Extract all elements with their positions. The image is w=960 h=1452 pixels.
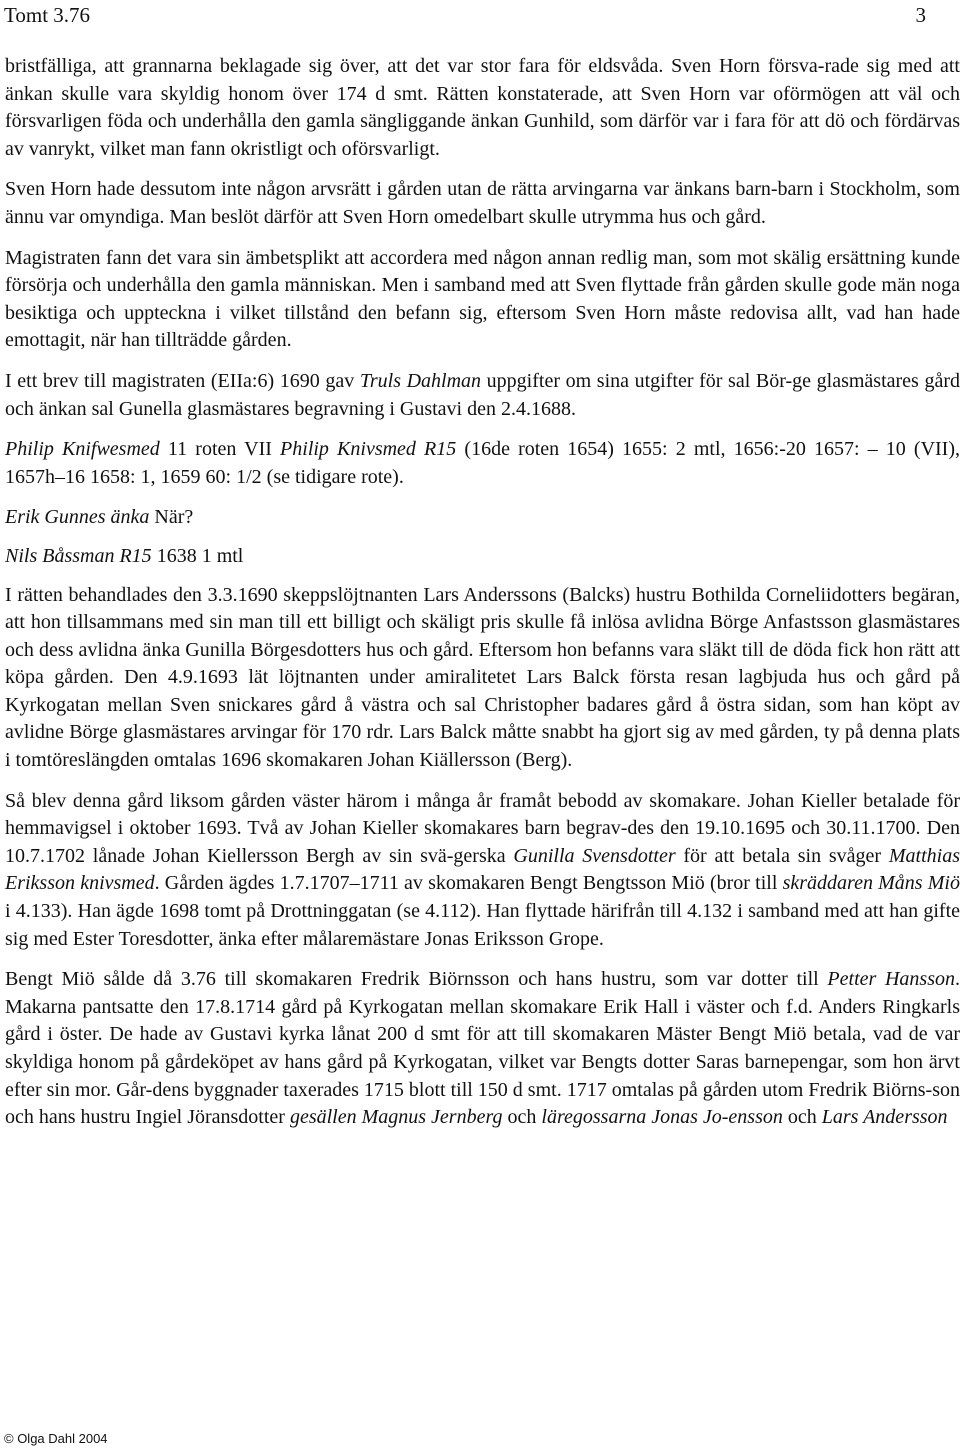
- italic-name-text: Philip Knivsmed R15: [280, 438, 457, 461]
- paragraph-text: 1638 1 mtl: [151, 544, 244, 567]
- italic-name-text: Philip Knifwesmed: [5, 438, 160, 461]
- paragraph-text: . Makarna pantsatte den 17.8.1714 gård på Kyrkogatan mellan skomakare Erik Hall i väster och f.d. Anders Ringkarls gård i öster. De hade av Gustavi kyrka lånat 200 d smt för att till skomakaren Mäster Bengt Miö betala, vad de var skyldiga honom på gårdeköpet av hans gård på Kyrkogatan, vilket var Bengts dotter Saras barnepengar, som hon ärvt efter sin mor. Går-dens byggnader taxerades 1715 blott till 150 d smt. 1717 omtalas på gården utom Fredrik Biörns-son och hans hustru Ingiel Jöransdotter: [5, 968, 960, 1129]
- paragraph: [5, 504, 960, 532]
- paragraph: [5, 582, 960, 775]
- italic-name-text: Erik Gunnes änka: [5, 506, 150, 529]
- copyright-footer: © Olga Dahl 2004: [4, 1431, 108, 1446]
- italic-name-text: läregossarna Jonas Jo-ensson: [541, 1106, 783, 1129]
- paragraph-text: och: [502, 1106, 542, 1129]
- paragraph: [5, 53, 960, 163]
- paragraph: [5, 245, 960, 355]
- page-number: 3: [915, 3, 926, 27]
- paragraph-text: för att betala sin svåger: [675, 844, 889, 867]
- paragraph-text: i 4.133). Han ägde 1698 tomt på Drottninggatan (se 4.112). Han flyttade härifrån till 4.132 i samband med att han gifte sig med Ester Toresdotter, änka efter målaremästare Jonas Eriksson Grope.: [5, 900, 960, 950]
- italic-name-text: Truls Dahlman: [359, 369, 482, 392]
- paragraph-text: Så blev denna gård liksom gården väster härom i många år framåt bebodd av skomakare. Johan Kieller betalade för hemmavigsel i oktober 1693. Två av Johan Kieller skomakares barn begrav-des den 19.10.1695 och 30.11.1700. Den 10.7.1702 lånade Johan Kiellersson Bergh av sin svä-gerska: [5, 789, 960, 867]
- italic-name-text: Matthias Eriksson knivsmed: [5, 844, 960, 895]
- paragraph-text: och: [782, 1106, 822, 1129]
- paragraph-text: bristfälliga, att grannarna beklagade sig över, att det var stor fara för eldsvåda. Sven Horn försva-rade sig med att änkan skulle vara skyldig honom över 174 d smt. Rätten konstaterade, att Sven Horn var oförmögen att väl och försvarligen föda och underhålla den gamla sängliggande änkan Gunhild, som därför var i fara för att dö och fördärvas av vanrykt, vilket man fann okristligt och oförsvarligt.: [5, 55, 960, 160]
- paragraph: [5, 543, 960, 571]
- paragraph-text: 11 roten VII: [159, 438, 281, 461]
- page-header: [4, 0, 926, 30]
- paragraph: [5, 788, 960, 954]
- paragraph: [5, 176, 960, 231]
- document-title: Tomt 3.76: [4, 3, 91, 27]
- document-body: [5, 53, 960, 1145]
- paragraph: [5, 436, 960, 491]
- paragraph-text: I ett brev till magistraten (EIIa:6) 1690 gav: [5, 369, 360, 392]
- italic-name-text: Lars Andersson: [821, 1106, 948, 1129]
- italic-name-text: Gunilla Svensdotter: [513, 844, 676, 867]
- italic-name-text: Nils Båssman R15: [5, 544, 152, 567]
- paragraph-text: (16de roten 1654) 1655: 2 mtl, 1656:-20 1657: – 10 (VII), 1657h–16 1658: 1, 1659 60: 1/2 (se tidigare rote).: [5, 438, 960, 488]
- paragraph-text: . Gården ägdes 1.7.1707–1711 av skomakaren Bengt Bengtsson Miö (bror till: [154, 872, 783, 895]
- paragraph-text: I rätten behandlades den 3.3.1690 skeppslöjtnanten Lars Anderssons (Balcks) hustru Bothilda Corneliidotters begäran, att hon tillsammans med sin man till ett billigt och skäligt pris skulle få inlösa avlidna Börge Anfastsson glasmästares och dess avlidna änka Gunilla Börgesdotters hus och gård. Eftersom hon befanns vara släkt till de döda fick hon rätt att köpa gården. Den 4.9.1693 lät löjtnanten under amiralitetet Lars Balck första resan lagbjuda hus och gård på Kyrkogatan mellan Sven snickares gård å västra och sal Christopher badares gård å östra sidan, som han köpt av avlidne Börge glasmästares arvingar för 170 rdr. Lars Balck måtte snabbt ha gjort sig av med gården, ty på denna plats i tomtöreslängden omtalas 1696 skomakaren Johan Kiällersson (Berg).: [5, 583, 960, 772]
- italic-name-text: Petter Hansson: [827, 968, 955, 991]
- paragraph-text: Bengt Miö sålde då 3.76 till skomakaren Fredrik Biörnsson och hans hustru, som var dotter till: [5, 968, 828, 991]
- paragraph-text: Magistraten fann det vara sin ämbetsplikt att accordera med någon annan redlig man, som mot skälig ersättning kunde försörja och underhålla den gamla människan. Men i samband med att Sven flyttade från gården skulle gode män noga besiktiga och uppteckna i vilket tillstånd den befann sig, eftersom Sven Horn måste redovisa allt, vad han hade emottagit, när han tillträdde gården.: [5, 246, 960, 352]
- paragraph-text: När?: [149, 506, 194, 529]
- paragraph-text: uppgifter om sina utgifter för sal Bör-ge glasmästares gård och änkan sal Gunella glasmästares begravning i Gustavi den 2.4.1688.: [5, 369, 960, 420]
- paragraph: [5, 368, 960, 423]
- italic-name-text: gesällen Magnus Jernberg: [289, 1106, 503, 1129]
- paragraph: [5, 966, 960, 1132]
- paragraph-text: Sven Horn hade dessutom inte någon arvsrätt i gården utan de rätta arvingarna var änkans barn-barn i Stockholm, som ännu var omyndiga. Man beslöt därför att Sven Horn omedelbart skulle utrymma hus och gård.: [5, 178, 960, 228]
- italic-name-text: skräddaren Måns Miö: [782, 872, 960, 895]
